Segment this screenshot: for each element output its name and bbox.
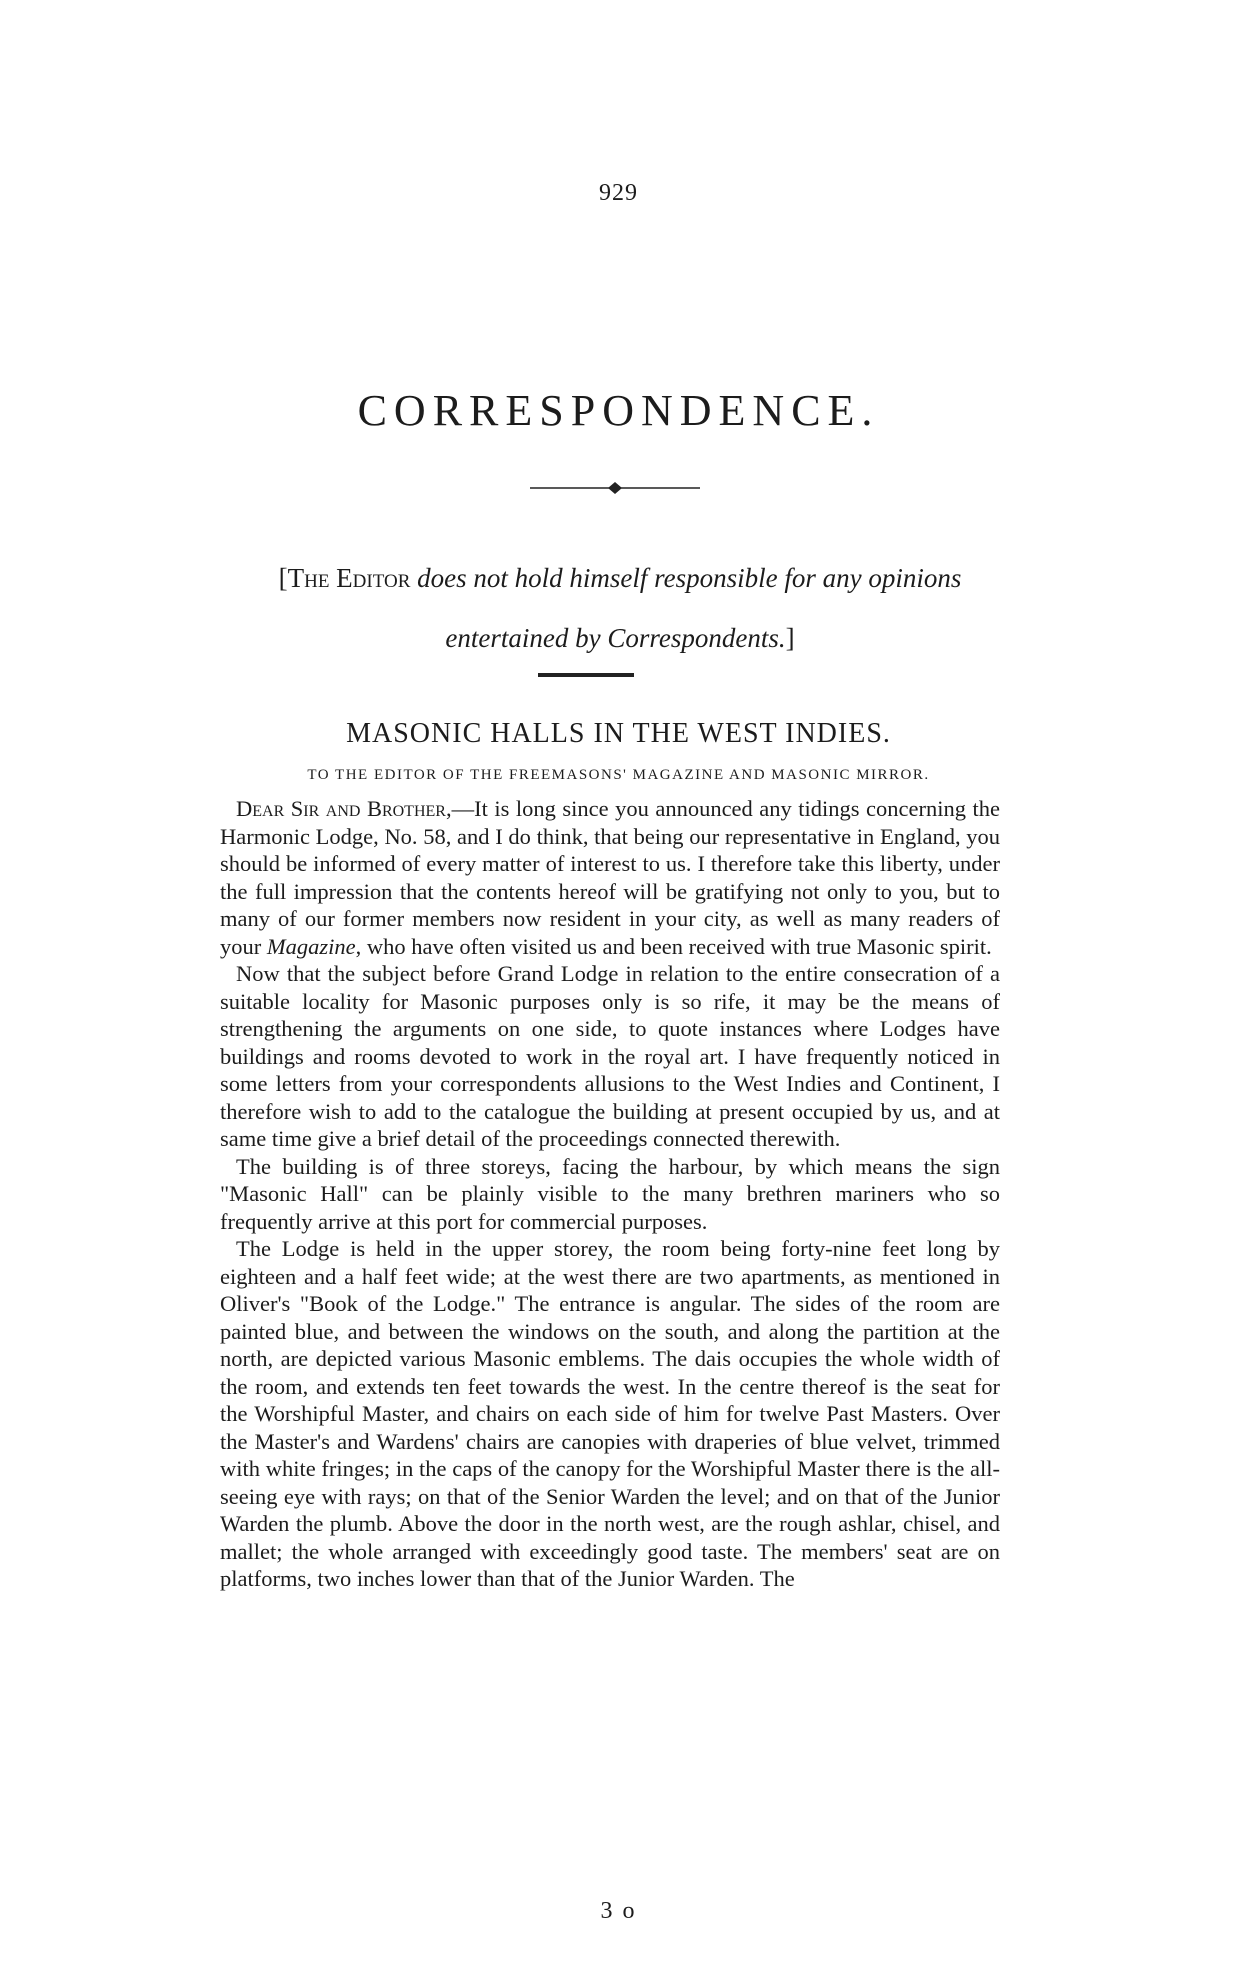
- article-body: [220, 795, 1000, 1593]
- paragraph: The Lodge is held in the upper storey, the room being forty-nine feet long by eighteen and a half feet wide; at the west there are two apartments, as mentioned in Oliver's "Book of the Lodge." The entrance is angular. The sides of the room are painted blue, and between the windows on the south, and along the partition at the north, are depicted various Masonic emblems. The dais occupies the whole width of the room, and extends ten feet towards the west. In the centre thereof is the seat for the Worshipful Master, and chairs on each side of him for twelve Past Masters. Over the Master's and Wardens' chairs are canopies with draperies of blue velvet, trimmed with white fringes; in the caps of the canopy for the Worshipful Master there is the all-seeing eye with rays; on that of the Senior Warden the level; and on that of the Junior Warden the plumb. Above the door in the north west, are the rough ashlar, chisel, and mallet; the whole arranged with exceedingly good taste. The members' seat are on platforms, two inches lower than that of the Junior Warden. The: [220, 1236, 1000, 1591]
- page-number: 929: [599, 180, 638, 206]
- section-title: CORRESPONDENCE.: [357, 386, 880, 435]
- short-rule: [538, 673, 634, 677]
- paragraph-1-start: —It is long since you announced any tidings concerning the Harmonic Lodge, No. 58, and I do think, that being our representative in England, you should be informed of every matter of interest to us. I therefore take this liberty, under the full impression that the contents hereof will be gratifying not only to you, but to many of our former members now resident in your city, as well as many readers of your: [220, 796, 1000, 959]
- article-title: MASONIC HALLS IN THE WEST INDIES.: [346, 718, 891, 749]
- magazine-title: Magazine: [266, 933, 356, 959]
- paragraph: [220, 795, 1000, 960]
- paragraph-1-end: , who have often visited us and been received with true Masonic spirit.: [355, 933, 992, 959]
- salutation: Dear Sir and Brother,: [236, 796, 452, 821]
- ornament-rule: [530, 481, 700, 495]
- disclaimer-line-1: does not hold himself responsible for any opinions: [417, 563, 962, 593]
- article-address: TO THE EDITOR OF THE FREEMASONS' MAGAZINE AND MASONIC MIRROR.: [307, 767, 930, 783]
- paragraph: Now that the subject before Grand Lodge in relation to the entire consecration of a suitable locality for Masonic purposes only is so rife, it may be the means of strengthening the arguments on one side, to quote instances where Lodges have buildings and rooms devoted to work in the royal art. I have frequently noticed in some letters from your correspondents allusions to the West Indies and Continent, I therefore wish to add to the catalogue the building at present occupied by us, and at same time give a brief detail of the proceedings connected therewith.: [220, 961, 1000, 1151]
- paragraph: The building is of three storeys, facing the harbour, by which means the sign "Masonic Hall" can be plainly visible to the many brethren mariners who so frequently arrive at this port for commercial purposes.: [220, 1153, 1000, 1234]
- disclaimer-line-2: entertained by Correspondents.: [445, 623, 786, 653]
- disclaimer-lead: The Editor: [287, 563, 411, 593]
- editor-disclaimer: [The Editor does not hold himself responsible for any opinions entertained by Correspondents.]: [278, 563, 962, 653]
- signature-mark: 3 o: [600, 1898, 637, 1924]
